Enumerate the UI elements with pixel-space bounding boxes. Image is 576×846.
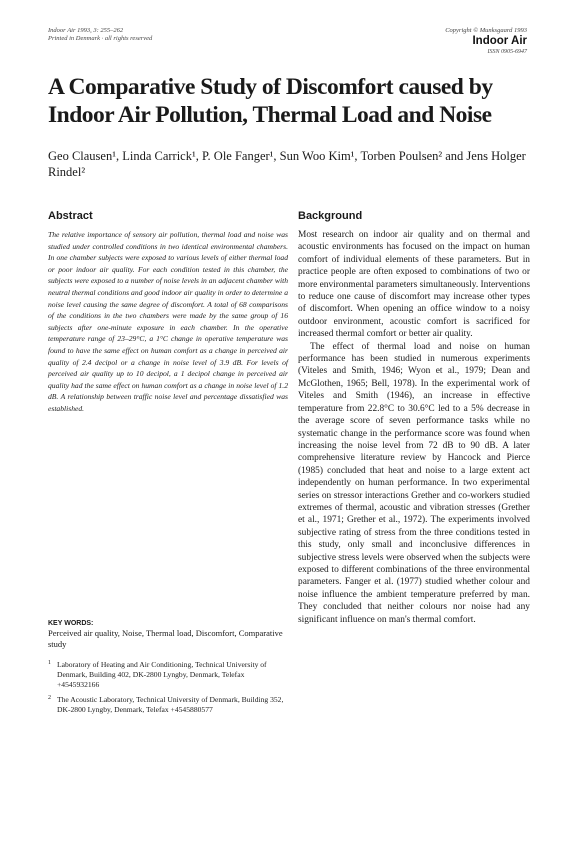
footnote-text: Laboratory of Heating and Air Conditioning, Technical University of Denmark, Building 402, DK-2800 Lyngby, Denmark, Telefax +4545932166 [57,660,267,689]
citation-line: Indoor Air 1993, 3: 255–262 [48,27,124,34]
citation-header [48,27,152,43]
footnote [48,695,286,715]
footnote-mark: 2 [48,695,51,701]
issn-line: ISSN 0905-6947 [487,49,527,55]
footnote-text: The Acoustic Laboratory, Technical University of Denmark, Building 352, DK-2800 Lyngby, Denmark, Telefax +4545880577 [57,695,284,714]
affiliation-footnotes [48,660,286,720]
body-paragraph: Most research on indoor air quality and on thermal and acoustic environments has focused on the impact on human comfort of individual elements of these parameters. But in practice people are often exposed to combinations of two or more environmental parameters simultaneously. Interventions to reduce one cause of discomfort may increase other types of discomfort. When opening an office window to a noisy outdoor environment, acoustic comfort is sacrificed for increased thermal comfort or better air quality. [298,230,530,340]
abstract-heading: Abstract [48,210,93,222]
body-paragraph: The effect of thermal load and noise on human performance has been studied in numerous experiments (Viteles and Smith, 1946; Wyon et al., 1979; Dean and McGlothen, 1965; Bell, 1978). In the experimental work of Viteles and Smith (1946), an increase in effective temperature from 22.8°C to 30.6°C led to a 5% decrease in the average score of seven performance tasks while no systematic change in the performance score was found when increasing the noise level from 72 dB to 90 dB. A later comprehensive literature review by Hancock and Pierce (1985) concluded that heat and noise to a large extent act independently on human performance. In two experimental series on stressor interactions Grether and co-workers studied extremes of thermal, acoustic and vibration stresses (Grether et al., 1971; Grether et al., 1972). The experiments involved subjective rating of stress from the three conditions tested in this study, only small and inconclusive differences in subjective stress levels were observed when the subjects were exposed to different combinations of the three environmental parameters. Fanger et al. (1977) studied whether colour and noise influence the ambient temperature preferred by man. They concluded that neither colours nor noise had any significant influence on man's thermal comfort. [298,341,530,625]
print-notice: Printed in Denmark · all rights reserved [48,35,153,42]
author-list: Geo Clausen¹, Linda Carrick¹, P. Ole Fanger¹, Sun Woo Kim¹, Torben Poulsen² and Jens Holger Rindel² [48,149,526,179]
footnote-mark: 1 [48,660,51,666]
journal-header [445,27,527,56]
abstract-text: The relative importance of sensory air pollution, thermal load and noise was studied under controlled conditions in two identical environmental chambers. In one chamber subjects were exposed to various levels of either thermal load or poor indoor air quality. For each condition tested in this chamber, the subjects were exposed to a number of noise levels in an adjacent chamber with neutral thermal conditions and good indoor air quality in order to determine a noise level causing the same degree of discomfort. A total of 68 comparisons of the conditions in the two chambers were made by the same group of 16 subjects after one-minute exposure in each chamber. In the operative temperature range of 23–29°C, a 1°C change in operative temperature was found to have the same effect on human comfort as a change in perceived air quality of 2.4 decipol or a change in noise level of 3.9 dB. For levels of perceived air quality up to 10 decipol, a 1 decipol change in perceived air quality had the same effect on human comfort as a change in noise level of 1.2 dB. A relationship between traffic noise level and percentage dissatisfied was established. [48,230,288,413]
keywords-label: KEY WORDS: [48,620,94,627]
journal-name: Indoor Air [472,35,527,47]
paper-title: A Comparative Study of Discomfort caused by Indoor Air Pollution, Thermal Load and Noise [48,74,493,128]
abstract-section [48,210,288,415]
keywords-text: Perceived air quality, Noise, Thermal load, Discomfort, Comparative study [48,628,283,649]
background-heading: Background [298,210,363,222]
keywords-block [48,619,286,650]
footnote [48,660,286,690]
copyright-line: Copyright © Munksgaard 1993 [445,27,527,34]
background-section [298,210,530,626]
